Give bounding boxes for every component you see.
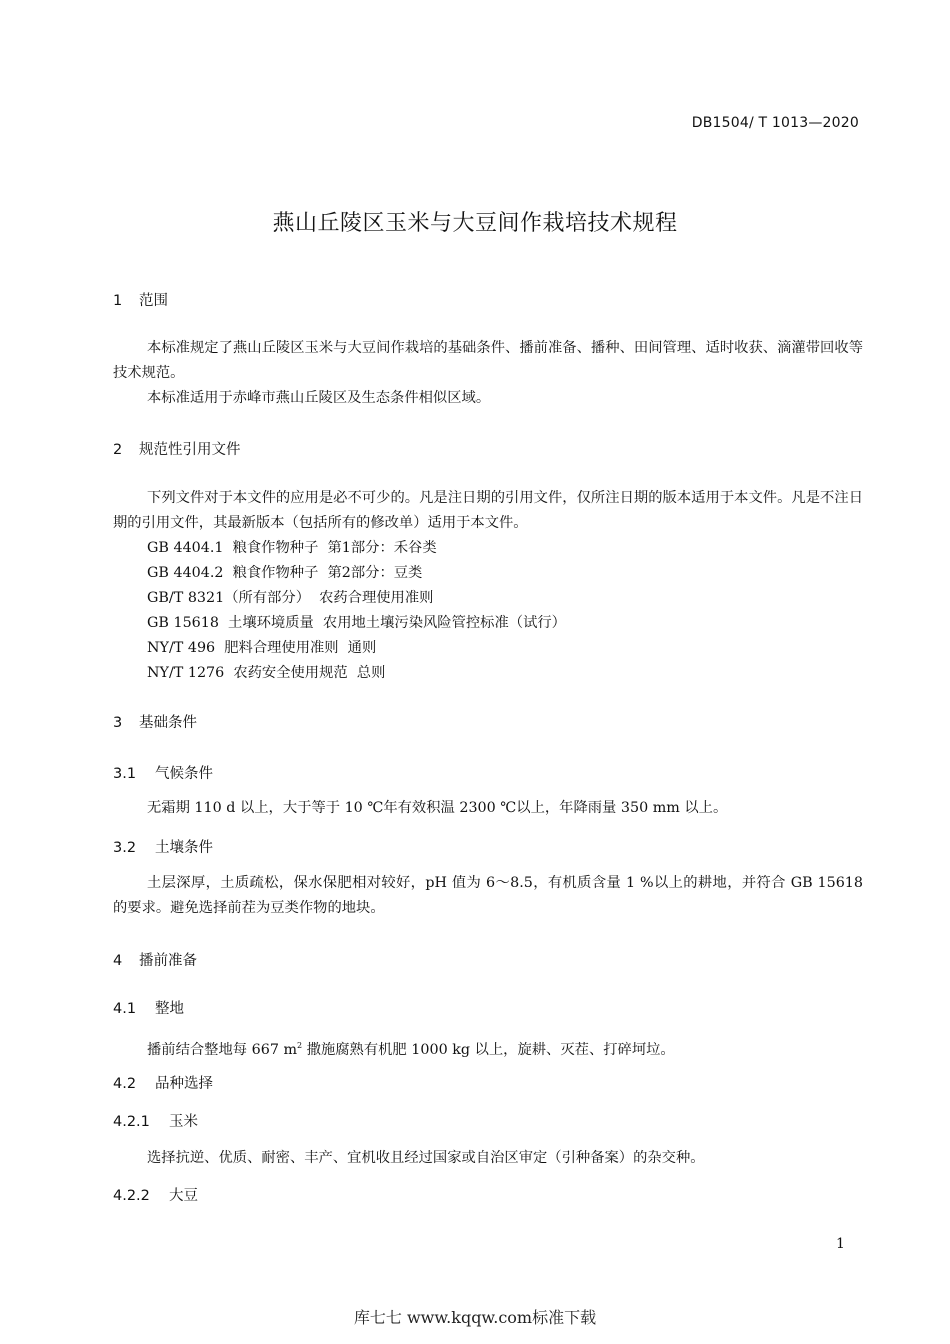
footer-watermark: 库七七 www.kqqw.com标准下载: [353, 1308, 597, 1327]
section-4-heading: 4 播前准备: [113, 953, 197, 969]
document-id: DB1504/ T 1013—2020: [691, 115, 859, 131]
section-4-1-paragraph: 播前结合整地每 667 $m^2$ 撒施腐熟有机肥 1000 kg 以上，旋耕、灭茬、打碎坷垃。: [147, 1041, 675, 1058]
section-3-2-heading: 3.2 土壤条件: [113, 840, 213, 856]
section-3-2-paragraph: 土层深厚，土质疏松，保水保肥相对较好，pH 值为 6～8.5，有机质含量 1 %以上的耕地，并符合 GB 15618 的要求。避免选择前茬为豆类作物的地块。: [113, 875, 863, 916]
section-4-2-heading: 4.2 品种选择: [113, 1076, 213, 1092]
section-1-heading: 1 范围: [113, 293, 168, 309]
section-3-1-paragraph: 无霜期 110 d 以上，大于等于 10 ℃年有效积温 2300 ℃以上，年降雨量 350 mm 以上。: [147, 800, 728, 816]
section-4-2-1-heading: 4.2.1 玉米: [113, 1114, 198, 1130]
section-3-heading: 3 基础条件: [113, 715, 197, 731]
reference-item: NY/T 496 肥料合理使用准则 通则: [147, 640, 377, 656]
section-2-paragraph-1: 下列文件对于本文件的应用是必不可少的。凡是注日期的引用文件，仅所注日期的版本适用于本文件。凡是不注日期的引用文件，其最新版本（包括所有的修改单）适用于本文件。: [113, 490, 863, 531]
section-4-1-heading: 4.1 整地: [113, 1001, 184, 1017]
document-title: 燕山丘陵区玉米与大豆间作栽培技术规程: [272, 211, 678, 236]
section-3-1-heading: 3.1 气候条件: [113, 766, 213, 782]
section-4-2-1-paragraph: 选择抗逆、优质、耐密、丰产、宜机收且经过国家或自治区审定（引种备案）的杂交种。: [147, 1150, 705, 1166]
reference-item: GB 15618 土壤环境质量 农用地土壤污染风险管控标准（试行）: [147, 615, 566, 631]
reference-item: NY/T 1276 农药安全使用规范 总则: [147, 665, 386, 681]
section-1-paragraph-1: 本标准规定了燕山丘陵区玉米与大豆间作栽培的基础条件、播前准备、播种、田间管理、适时收获、滴灌带回收等技术规范。: [113, 340, 863, 381]
reference-item: GB 4404.1 粮食作物种子 第1部分：禾谷类: [147, 540, 437, 556]
reference-item: GB 4404.2 粮食作物种子 第2部分：豆类: [147, 565, 423, 581]
page-number: 1: [836, 1236, 845, 1252]
section-4-2-2-heading: 4.2.2 大豆: [113, 1188, 198, 1204]
section-1-paragraph-2: 本标准适用于赤峰市燕山丘陵区及生态条件相似区域。: [147, 390, 491, 406]
reference-item: GB/T 8321（所有部分） 农药合理使用准则: [147, 590, 434, 606]
normative-references-list: [147, 536, 566, 686]
section-2-heading: 2 规范性引用文件: [113, 442, 241, 458]
